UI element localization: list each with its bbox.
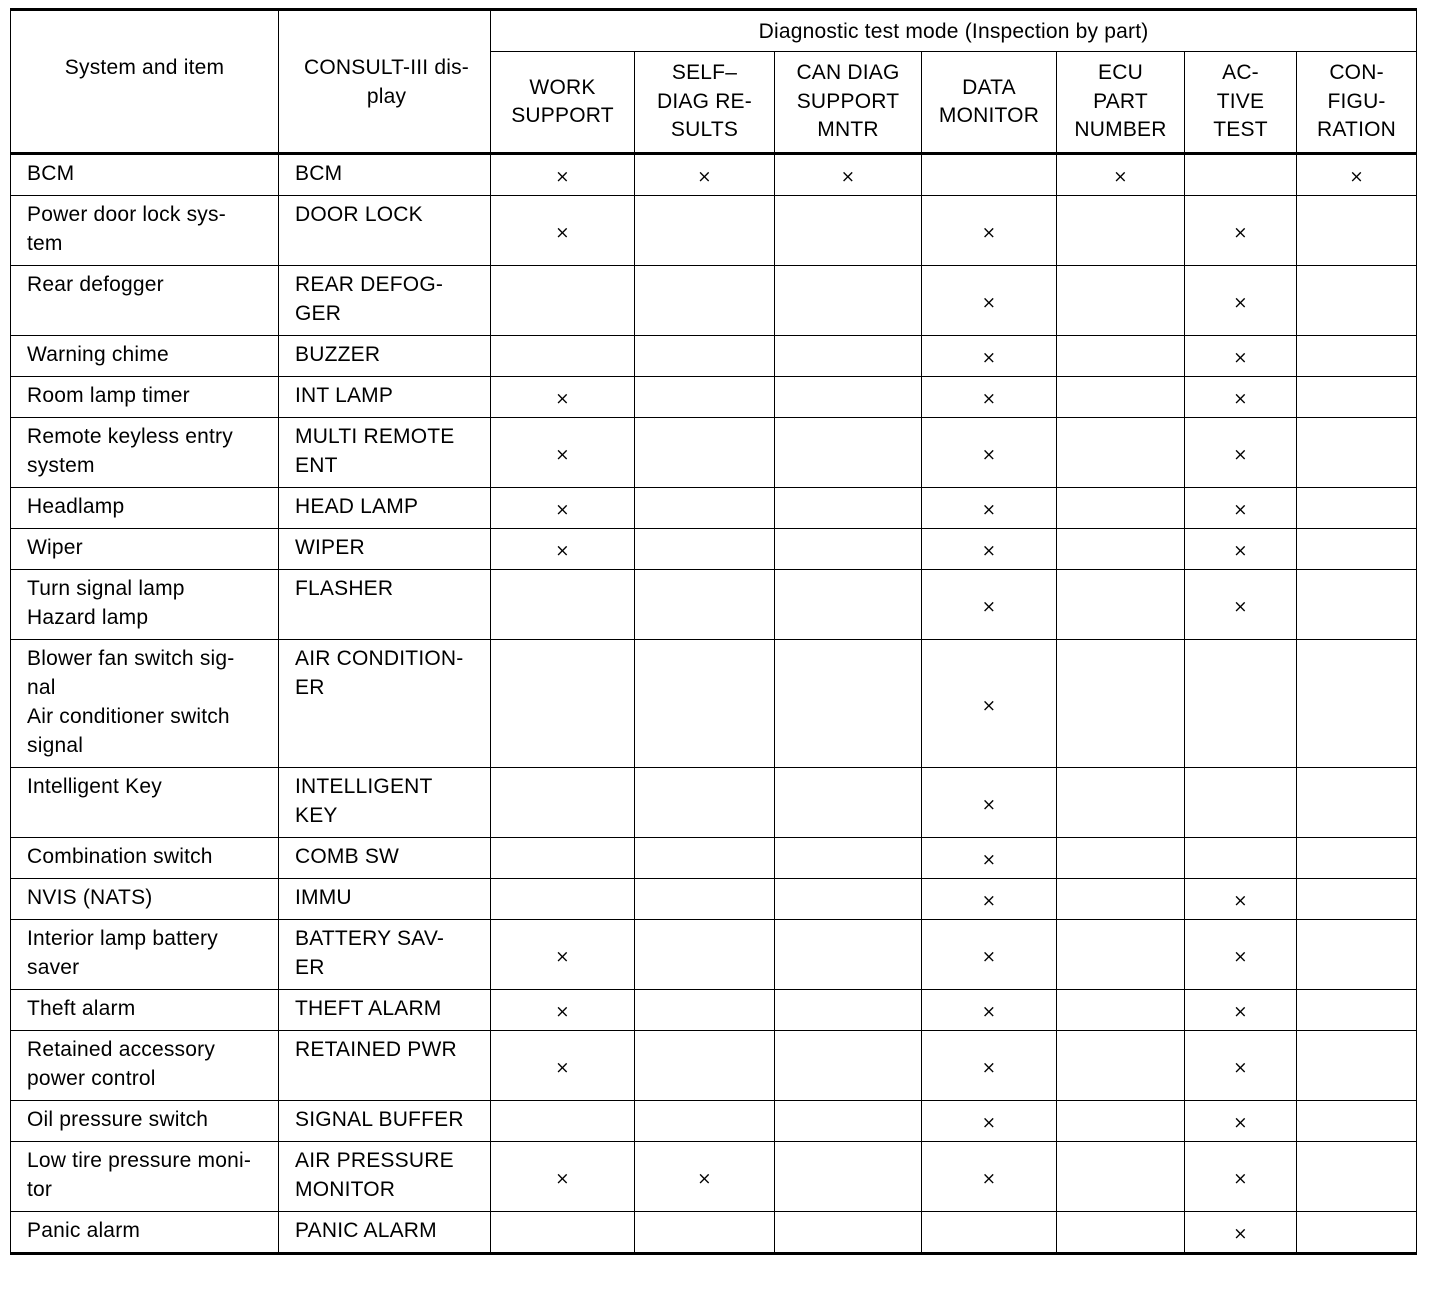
cell-active-test — [1185, 336, 1297, 377]
cell-system-item: Wiper — [11, 529, 279, 570]
table-row — [11, 377, 1417, 418]
cell-consult-display: WIPER — [279, 529, 491, 570]
cell-configuration — [1297, 768, 1417, 838]
cell-self-diag-results — [635, 266, 775, 336]
cell-configuration — [1297, 920, 1417, 990]
check-mark-icon: × — [981, 292, 997, 313]
cell-system-item: Combination switch — [11, 838, 279, 879]
cell-work-support — [491, 196, 635, 266]
cell-system-item: NVIS (NATS) — [11, 879, 279, 920]
cell-data-monitor — [922, 196, 1057, 266]
cell-system-item: Rear defogger — [11, 266, 279, 336]
cell-consult-display: BUZZER — [279, 336, 491, 377]
cell-active-test — [1185, 640, 1297, 768]
cell-data-monitor — [922, 154, 1057, 196]
table-row — [11, 488, 1417, 529]
cell-system-item: Retained accessory power control — [11, 1031, 279, 1101]
cell-work-support — [491, 1142, 635, 1212]
check-mark-icon: × — [981, 541, 997, 561]
cell-consult-display: FLASHER — [279, 570, 491, 640]
check-mark-icon: × — [981, 1002, 997, 1022]
cell-consult-display: SIGNAL BUFFER — [279, 1101, 491, 1142]
check-mark-icon: × — [1233, 1168, 1248, 1189]
cell-active-test — [1185, 838, 1297, 879]
cell-active-test — [1185, 488, 1297, 529]
cell-data-monitor — [922, 838, 1057, 879]
cell-work-support — [491, 838, 635, 879]
cell-data-monitor — [922, 377, 1057, 418]
cell-self-diag-results — [635, 529, 775, 570]
cell-data-monitor — [922, 879, 1057, 920]
cell-configuration — [1297, 1101, 1417, 1142]
cell-work-support — [491, 1101, 635, 1142]
cell-consult-display: DOOR LOCK — [279, 196, 491, 266]
cell-self-diag-results — [635, 570, 775, 640]
cell-consult-display: COMB SW — [279, 838, 491, 879]
cell-ecu-part-number — [1057, 418, 1185, 488]
table-row — [11, 838, 1417, 879]
cell-can-diag-support-mntr — [775, 529, 922, 570]
cell-can-diag-support-mntr — [775, 418, 922, 488]
table-body — [11, 154, 1417, 1254]
cell-ecu-part-number — [1057, 838, 1185, 879]
cell-consult-display: BCM — [279, 154, 491, 196]
cell-self-diag-results — [635, 640, 775, 768]
cell-ecu-part-number — [1057, 377, 1185, 418]
cell-active-test — [1185, 1101, 1297, 1142]
cell-can-diag-support-mntr — [775, 990, 922, 1031]
cell-system-item: Headlamp — [11, 488, 279, 529]
check-mark-icon: × — [981, 850, 997, 870]
cell-configuration — [1297, 1142, 1417, 1212]
cell-active-test — [1185, 990, 1297, 1031]
cell-self-diag-results — [635, 1212, 775, 1254]
header-row-group — [11, 10, 1417, 52]
cell-active-test — [1185, 196, 1297, 266]
cell-data-monitor — [922, 1101, 1057, 1142]
cell-ecu-part-number — [1057, 196, 1185, 266]
cell-data-monitor — [922, 336, 1057, 377]
cell-system-item: Low tire pressure moni- tor — [11, 1142, 279, 1212]
header-col-can-diag-support-mntr: CAN DIAG SUPPORT MNTR — [775, 52, 922, 154]
cell-active-test — [1185, 529, 1297, 570]
check-mark-icon: × — [981, 500, 997, 520]
cell-active-test — [1185, 768, 1297, 838]
check-mark-icon: × — [1233, 292, 1248, 313]
cell-self-diag-results — [635, 990, 775, 1031]
cell-self-diag-results — [635, 879, 775, 920]
check-mark-icon: × — [555, 1168, 570, 1189]
check-mark-icon: × — [981, 348, 997, 368]
check-mark-icon: × — [1233, 222, 1248, 243]
cell-work-support — [491, 418, 635, 488]
check-mark-icon: × — [1233, 1224, 1248, 1244]
cell-consult-display: AIR PRESSURE MONITOR — [279, 1142, 491, 1212]
table-row — [11, 336, 1417, 377]
cell-ecu-part-number — [1057, 990, 1185, 1031]
cell-can-diag-support-mntr — [775, 768, 922, 838]
cell-ecu-part-number — [1057, 1101, 1185, 1142]
cell-can-diag-support-mntr — [775, 1142, 922, 1212]
cell-can-diag-support-mntr — [775, 196, 922, 266]
cell-consult-display: BATTERY SAV- ER — [279, 920, 491, 990]
cell-configuration — [1297, 640, 1417, 768]
table-row — [11, 1101, 1417, 1142]
cell-consult-display: IMMU — [279, 879, 491, 920]
cell-consult-display: INT LAMP — [279, 377, 491, 418]
cell-ecu-part-number — [1057, 1212, 1185, 1254]
cell-active-test — [1185, 1142, 1297, 1212]
cell-system-item: Remote keyless entry system — [11, 418, 279, 488]
cell-data-monitor — [922, 266, 1057, 336]
cell-active-test — [1185, 1212, 1297, 1254]
header-col-ecu-part-number: ECU PART NUMBER — [1057, 52, 1185, 154]
cell-ecu-part-number — [1057, 154, 1185, 196]
check-mark-icon: × — [555, 541, 570, 561]
table-row — [11, 640, 1417, 768]
check-mark-icon: × — [697, 1168, 712, 1189]
cell-active-test — [1185, 920, 1297, 990]
check-mark-icon: × — [981, 1057, 997, 1078]
cell-ecu-part-number — [1057, 336, 1185, 377]
cell-ecu-part-number — [1057, 768, 1185, 838]
cell-self-diag-results — [635, 377, 775, 418]
cell-active-test — [1185, 879, 1297, 920]
cell-can-diag-support-mntr — [775, 640, 922, 768]
cell-ecu-part-number — [1057, 570, 1185, 640]
cell-consult-display: THEFT ALARM — [279, 990, 491, 1031]
table-row — [11, 570, 1417, 640]
cell-configuration — [1297, 418, 1417, 488]
cell-data-monitor — [922, 990, 1057, 1031]
check-mark-icon: × — [981, 222, 997, 243]
cell-data-monitor — [922, 570, 1057, 640]
table-row — [11, 920, 1417, 990]
cell-can-diag-support-mntr — [775, 879, 922, 920]
cell-can-diag-support-mntr — [775, 154, 922, 196]
check-mark-icon: × — [981, 444, 997, 465]
check-mark-icon: × — [555, 389, 570, 409]
header-col-active-test: AC- TIVE TEST — [1185, 52, 1297, 154]
cell-can-diag-support-mntr — [775, 336, 922, 377]
cell-can-diag-support-mntr — [775, 266, 922, 336]
cell-active-test — [1185, 570, 1297, 640]
cell-consult-display: INTELLIGENT KEY — [279, 768, 491, 838]
cell-work-support — [491, 266, 635, 336]
cell-can-diag-support-mntr — [775, 920, 922, 990]
cell-configuration — [1297, 377, 1417, 418]
cell-data-monitor — [922, 768, 1057, 838]
cell-work-support — [491, 768, 635, 838]
cell-data-monitor — [922, 418, 1057, 488]
check-mark-icon: × — [1233, 891, 1248, 911]
cell-self-diag-results — [635, 1142, 775, 1212]
cell-work-support — [491, 1212, 635, 1254]
cell-consult-display: HEAD LAMP — [279, 488, 491, 529]
cell-data-monitor — [922, 529, 1057, 570]
check-mark-icon: × — [1349, 167, 1364, 187]
cell-self-diag-results — [635, 838, 775, 879]
cell-system-item: Turn signal lamp Hazard lamp — [11, 570, 279, 640]
table-row — [11, 1142, 1417, 1212]
cell-active-test — [1185, 377, 1297, 418]
check-mark-icon: × — [1233, 596, 1248, 617]
cell-active-test — [1185, 154, 1297, 196]
cell-data-monitor — [922, 640, 1057, 768]
table-row — [11, 266, 1417, 336]
cell-data-monitor — [922, 1212, 1057, 1254]
header-col-work-support: WORK SUPPORT — [491, 52, 635, 154]
cell-work-support — [491, 920, 635, 990]
cell-work-support — [491, 990, 635, 1031]
table-row — [11, 768, 1417, 838]
cell-system-item: Intelligent Key — [11, 768, 279, 838]
check-mark-icon: × — [1233, 946, 1248, 967]
cell-configuration — [1297, 838, 1417, 879]
cell-active-test — [1185, 1031, 1297, 1101]
cell-work-support — [491, 154, 635, 196]
cell-system-item: Panic alarm — [11, 1212, 279, 1254]
header-diagnostic-test-mode: Diagnostic test mode (Inspection by part) — [491, 10, 1417, 52]
cell-data-monitor — [922, 488, 1057, 529]
cell-self-diag-results — [635, 196, 775, 266]
cell-data-monitor — [922, 1031, 1057, 1101]
cell-ecu-part-number — [1057, 640, 1185, 768]
header-system-and-item: System and item — [11, 10, 279, 154]
cell-configuration — [1297, 1031, 1417, 1101]
cell-can-diag-support-mntr — [775, 1212, 922, 1254]
table-row — [11, 196, 1417, 266]
cell-can-diag-support-mntr — [775, 838, 922, 879]
table-row — [11, 154, 1417, 196]
cell-work-support — [491, 529, 635, 570]
cell-configuration — [1297, 196, 1417, 266]
cell-ecu-part-number — [1057, 1142, 1185, 1212]
cell-self-diag-results — [635, 336, 775, 377]
cell-data-monitor — [922, 920, 1057, 990]
cell-active-test — [1185, 418, 1297, 488]
cell-self-diag-results — [635, 488, 775, 529]
diagnostic-mode-table — [10, 8, 1417, 1255]
table-header — [11, 10, 1417, 154]
cell-work-support — [491, 1031, 635, 1101]
cell-work-support — [491, 640, 635, 768]
cell-configuration — [1297, 570, 1417, 640]
cell-can-diag-support-mntr — [775, 488, 922, 529]
check-mark-icon: × — [1233, 1002, 1248, 1022]
cell-data-monitor — [922, 1142, 1057, 1212]
header-col-self-diag-results: SELF– DIAG RE- SULTS — [635, 52, 775, 154]
cell-self-diag-results — [635, 768, 775, 838]
check-mark-icon: × — [555, 500, 570, 520]
cell-ecu-part-number — [1057, 920, 1185, 990]
cell-self-diag-results — [635, 920, 775, 990]
check-mark-icon: × — [1113, 167, 1128, 187]
check-mark-icon: × — [555, 222, 570, 243]
cell-system-item: Warning chime — [11, 336, 279, 377]
cell-system-item: Interior lamp battery saver — [11, 920, 279, 990]
cell-configuration — [1297, 990, 1417, 1031]
cell-work-support — [491, 336, 635, 377]
cell-configuration — [1297, 488, 1417, 529]
cell-consult-display: REAR DEFOG- GER — [279, 266, 491, 336]
check-mark-icon: × — [555, 1002, 570, 1022]
table-row — [11, 529, 1417, 570]
table-row — [11, 1031, 1417, 1101]
cell-work-support — [491, 377, 635, 418]
cell-configuration — [1297, 1212, 1417, 1254]
cell-configuration — [1297, 879, 1417, 920]
cell-can-diag-support-mntr — [775, 377, 922, 418]
cell-ecu-part-number — [1057, 879, 1185, 920]
cell-consult-display: PANIC ALARM — [279, 1212, 491, 1254]
cell-work-support — [491, 879, 635, 920]
table-row — [11, 990, 1417, 1031]
cell-system-item: Oil pressure switch — [11, 1101, 279, 1142]
check-mark-icon: × — [1233, 389, 1248, 409]
check-mark-icon: × — [981, 695, 997, 716]
cell-ecu-part-number — [1057, 529, 1185, 570]
check-mark-icon: × — [555, 946, 570, 967]
cell-self-diag-results — [635, 1031, 775, 1101]
cell-can-diag-support-mntr — [775, 1101, 922, 1142]
check-mark-icon: × — [981, 794, 997, 815]
check-mark-icon: × — [981, 891, 997, 911]
cell-consult-display: MULTI REMOTE ENT — [279, 418, 491, 488]
cell-self-diag-results — [635, 418, 775, 488]
cell-configuration — [1297, 154, 1417, 196]
check-mark-icon: × — [1233, 1113, 1248, 1133]
check-mark-icon: × — [981, 1168, 997, 1189]
cell-can-diag-support-mntr — [775, 1031, 922, 1101]
check-mark-icon: × — [981, 1113, 997, 1133]
check-mark-icon: × — [555, 167, 570, 187]
check-mark-icon: × — [555, 1057, 570, 1078]
table-row — [11, 418, 1417, 488]
check-mark-icon: × — [981, 946, 997, 967]
check-mark-icon: × — [1233, 444, 1248, 465]
check-mark-icon: × — [840, 167, 856, 187]
check-mark-icon: × — [981, 596, 997, 617]
check-mark-icon: × — [697, 167, 712, 187]
check-mark-icon: × — [1233, 348, 1248, 368]
table-row — [11, 1212, 1417, 1254]
check-mark-icon: × — [1233, 500, 1248, 520]
cell-configuration — [1297, 336, 1417, 377]
check-mark-icon: × — [555, 444, 570, 465]
header-col-data-monitor: DATA MONITOR — [922, 52, 1057, 154]
cell-configuration — [1297, 529, 1417, 570]
cell-system-item: Power door lock sys- tem — [11, 196, 279, 266]
cell-ecu-part-number — [1057, 488, 1185, 529]
header-col-configuration: CON- FIGU- RATION — [1297, 52, 1417, 154]
cell-ecu-part-number — [1057, 266, 1185, 336]
cell-configuration — [1297, 266, 1417, 336]
cell-consult-display: RETAINED PWR — [279, 1031, 491, 1101]
cell-system-item: BCM — [11, 154, 279, 196]
table-row — [11, 879, 1417, 920]
cell-active-test — [1185, 266, 1297, 336]
cell-self-diag-results — [635, 154, 775, 196]
cell-self-diag-results — [635, 1101, 775, 1142]
cell-system-item: Theft alarm — [11, 990, 279, 1031]
cell-system-item: Blower fan switch sig- nal Air conditioner switch signal — [11, 640, 279, 768]
cell-ecu-part-number — [1057, 1031, 1185, 1101]
check-mark-icon: × — [1233, 1057, 1248, 1078]
cell-consult-display: AIR CONDITION- ER — [279, 640, 491, 768]
check-mark-icon: × — [981, 389, 997, 409]
cell-system-item: Room lamp timer — [11, 377, 279, 418]
check-mark-icon: × — [1233, 541, 1248, 561]
cell-work-support — [491, 570, 635, 640]
cell-work-support — [491, 488, 635, 529]
header-consult-display: CONSULT-III dis- play — [279, 10, 491, 154]
cell-can-diag-support-mntr — [775, 570, 922, 640]
